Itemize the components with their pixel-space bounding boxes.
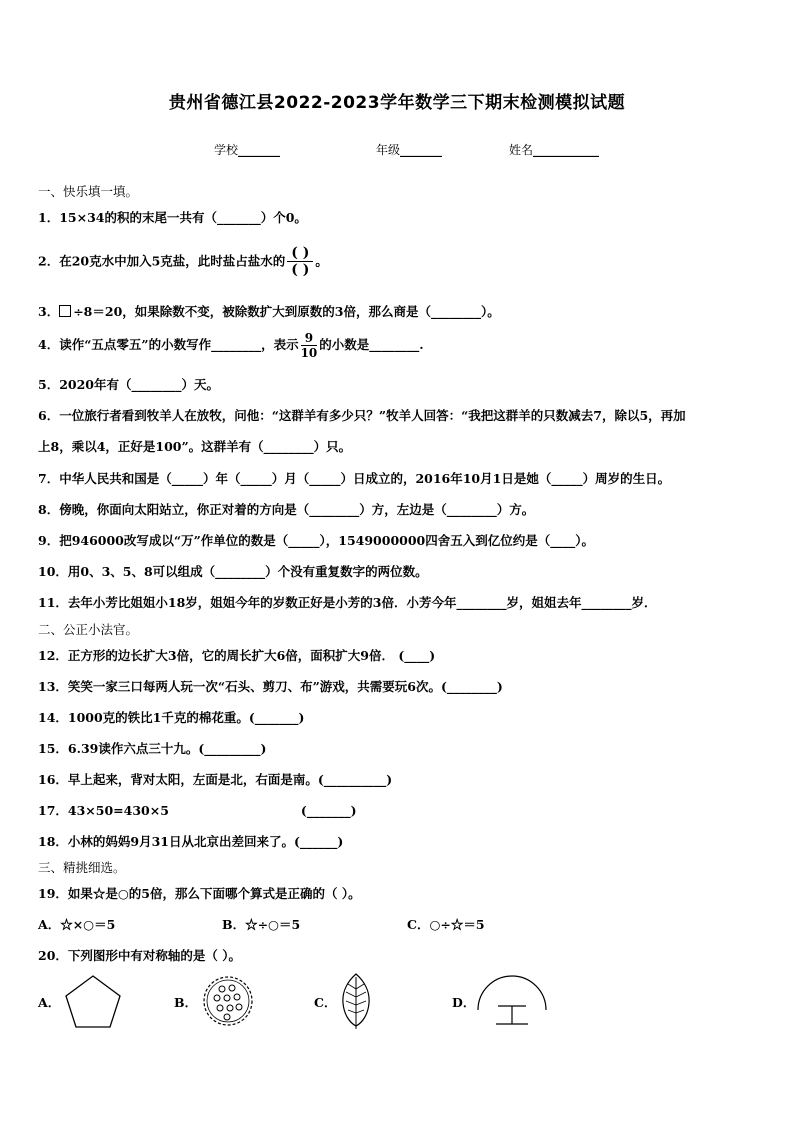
- section-2-heading: 二、公正小法官。: [38, 622, 139, 637]
- question-17: 17．43×50=430×5 (_______): [38, 803, 357, 818]
- question-20: 20．下列图形中有对称轴的是（ ）。: [38, 948, 241, 963]
- q20-option-d: D．: [452, 995, 476, 1010]
- question-6-line-2: 上8，乘以4，正好是100”。这群羊有（________）只。: [38, 439, 352, 454]
- question-3: 3． ÷8＝20，如果除数不变，被除数扩大到原数的3倍，那么商是（________）。: [38, 304, 500, 319]
- section-3-heading: 三、精挑细选。: [38, 860, 126, 875]
- question-18: 18．小林的妈妈9月31日从北京出差回来了。(______): [38, 834, 344, 849]
- q19-option-b: B．☆÷○＝5: [222, 917, 301, 932]
- q20-option-b: B．: [174, 995, 198, 1010]
- arch-figure-icon: [474, 970, 550, 1030]
- question-16: 16．早上起来，背对太阳，左面是北，右面是南。(__________): [38, 772, 393, 787]
- question-11: 11．去年小芳比姐姐小18岁，姐姐今年的岁数正好是小芳的3倍．小芳今年________岁，姐姐去年________岁．: [38, 595, 657, 610]
- pentagon-icon: [62, 974, 124, 1030]
- leaf-icon: [338, 971, 374, 1031]
- question-8: 8．傍晚，你面向太阳站立，你正对着的方向是（________）方，左边是（________）方。: [38, 502, 535, 517]
- question-13: 13．笑笑一家三口每两人玩一次“石头、剪刀、布”游戏，共需要玩6次。(________): [38, 679, 503, 694]
- blank-square-icon: [59, 305, 71, 317]
- q19-option-c: C．○÷☆＝5: [407, 917, 485, 932]
- grade-field: 年级_______: [376, 143, 443, 157]
- name-field: 姓名___________: [509, 143, 600, 157]
- fraction-blank: $\frac{( )}{( )}$: [287, 246, 313, 278]
- section-1-heading: 一、快乐填一填。: [38, 184, 139, 199]
- question-4: 4．读作“五点零五”的小数写作________，表示 $\frac{9}{10}$ 的小数是________.: [38, 331, 424, 360]
- fraction: $\frac{9}{10}$: [300, 331, 318, 360]
- q20-option-c: C．: [314, 995, 337, 1010]
- school-field: 学校_______: [214, 143, 281, 157]
- scalloped-circle-icon: [200, 973, 256, 1029]
- question-19: 19．如果☆是○的5倍，那么下面哪个算式是正确的（ ）。: [38, 886, 361, 901]
- question-7: 7．中华人民共和国是（_____）年（_____）月（_____）日成立的，2016年10月1日是她（_____）周岁的生日。: [38, 471, 671, 486]
- question-9: 9．把946000改写成以“万”作单位的数是（_____），1549000000四舍五入到亿位约是（____）。: [38, 533, 594, 548]
- question-12: 12．正方形的边长扩大3倍，它的周长扩大6倍，面积扩大9倍． (____): [38, 648, 436, 663]
- question-6-line-1: 6．一位旅行者看到牧羊人在放牧，问他：“这群羊有多少只？”牧羊人回答：“我把这群羊的只数减去7，除以5，再加: [38, 408, 686, 423]
- q19-option-a: A．☆×○＝5: [38, 917, 116, 932]
- question-5: 5．2020年有（________）天。: [38, 377, 219, 392]
- question-2: 2．在20克水中加入5克盐，此时盐占盐水的 $\frac{( )}{( )}$ 。: [38, 245, 328, 278]
- page-title: 贵州省德江县2022-2023学年数学三下期末检测模拟试题: [168, 93, 626, 113]
- question-15: 15．6.39读作六点三十九。(_________): [38, 741, 267, 756]
- q20-option-a: A．: [38, 995, 61, 1010]
- question-14: 14．1000克的铁比1千克的棉花重。(_______): [38, 710, 305, 725]
- question-1: 1．15×34的积的末尾一共有（_______）个0。: [38, 210, 307, 225]
- question-10: 10．用0、3、5、8可以组成（________）个没有重复数字的两位数。: [38, 564, 428, 579]
